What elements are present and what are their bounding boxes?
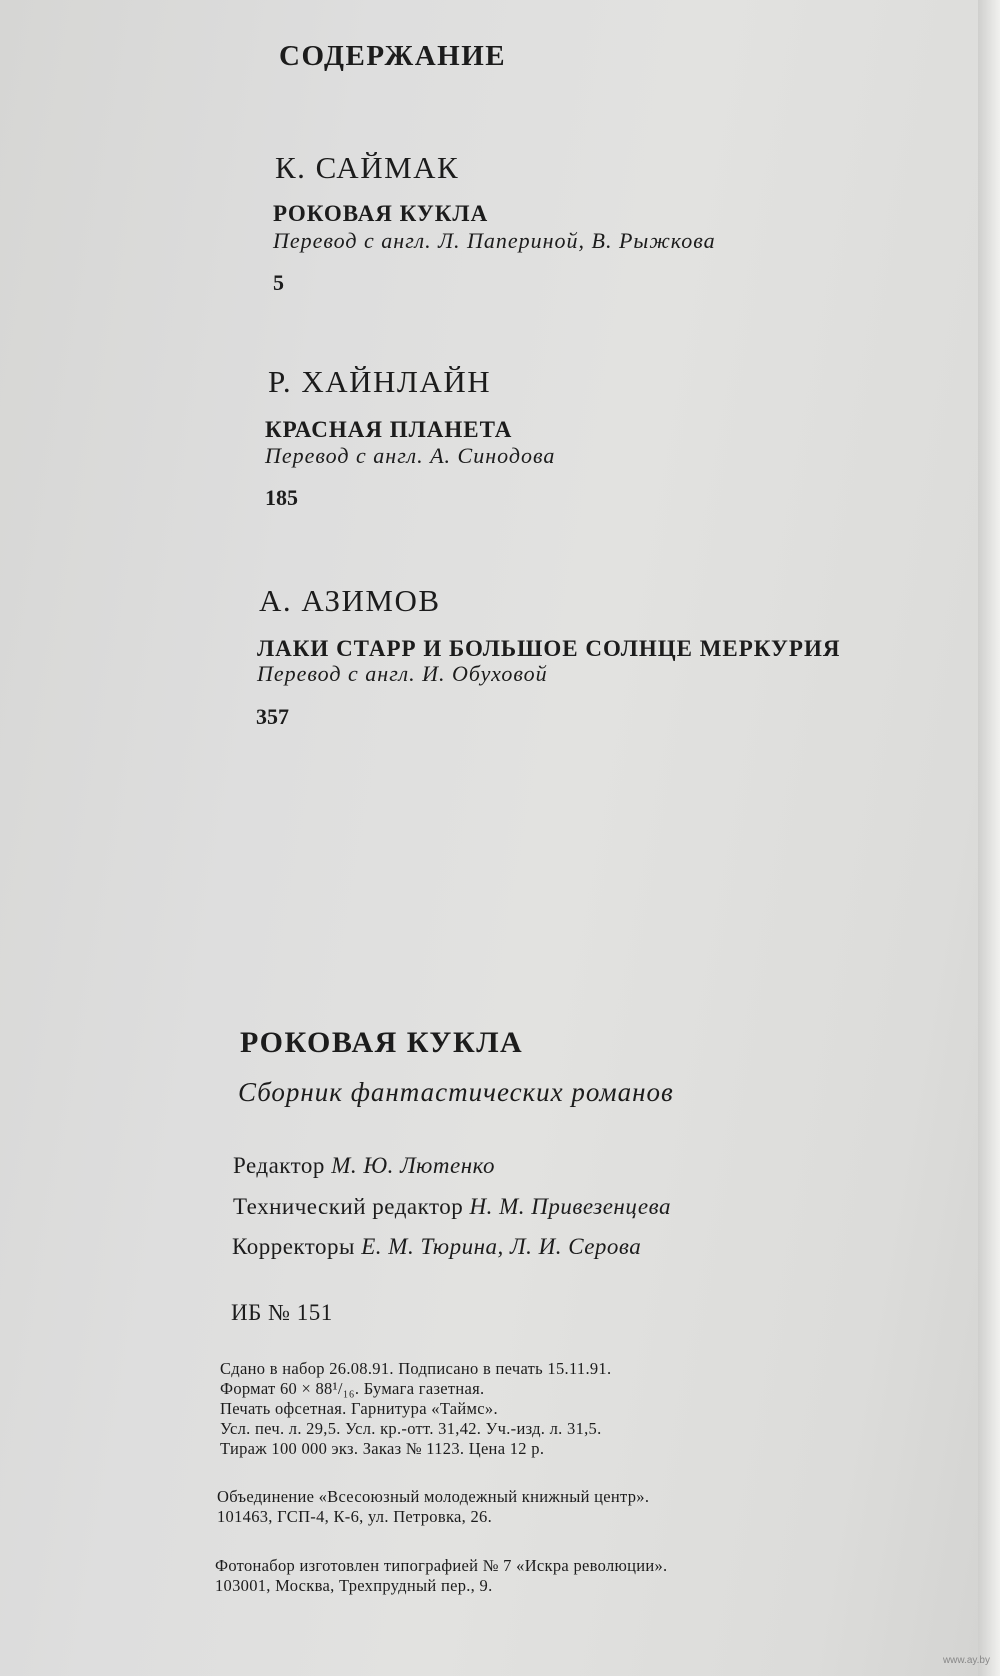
- typesetter-line: 103001, Москва, Трехпрудный пер., 9.: [215, 1576, 493, 1595]
- credit-names: М. Ю. Лютенко: [331, 1153, 495, 1178]
- book-subtitle: Сборник фантастических романов: [238, 1077, 674, 1107]
- book-title: РОКОВАЯ КУКЛА: [240, 1026, 524, 1059]
- toc-translation: Перевод с англ. А. Синодова: [265, 443, 556, 468]
- publisher-line: Объединение «Всесоюзный молодежный книжный центр».: [217, 1487, 650, 1506]
- toc-page-number: 185: [265, 485, 298, 510]
- credit-editor: [233, 1153, 495, 1179]
- credit-names: Е. М. Тюрина, Л. И. Серова: [361, 1234, 642, 1259]
- print-line: Сдано в набор 26.08.91. Подписано в печать 15.11.91.: [220, 1359, 612, 1378]
- toc-author: А. АЗИМОВ: [259, 583, 441, 618]
- toc-heading: СОДЕРЖАНИЕ: [279, 40, 507, 72]
- toc-translation: Перевод с англ. И. Обуховой: [257, 661, 548, 686]
- page-edge: [978, 0, 1000, 1676]
- ib-number: ИБ № 151: [231, 1300, 333, 1325]
- credit-role: Редактор: [233, 1153, 325, 1178]
- publisher-line: 101463, ГСП-4, К-6, ул. Петровка, 26.: [217, 1507, 493, 1526]
- toc-work-title: КРАСНАЯ ПЛАНЕТА: [265, 417, 513, 442]
- publisher-info: [217, 1487, 649, 1527]
- watermark: www.ay.by: [942, 1655, 990, 1666]
- credit-proofreaders: [232, 1234, 641, 1260]
- print-line: Формат 60 × 88¹/₁₆. Бумага газетная.: [220, 1379, 485, 1398]
- print-line: Печать офсетная. Гарнитура «Таймс».: [220, 1399, 498, 1418]
- toc-translation: Перевод с англ. Л. Папериной, В. Рыжкова: [273, 228, 716, 253]
- toc-author: К. САЙМАК: [275, 150, 460, 185]
- toc-work-title: РОКОВАЯ КУКЛА: [273, 201, 489, 226]
- toc-work-title: ЛАКИ СТАРР И БОЛЬШОЕ СОЛНЦЕ МЕРКУРИЯ: [257, 636, 841, 661]
- credit-role: Корректоры: [232, 1234, 355, 1259]
- toc-page-number: 5: [273, 270, 284, 295]
- typesetter-info: [215, 1556, 667, 1596]
- toc-page-number: 357: [256, 704, 289, 729]
- print-line: Тираж 100 000 экз. Заказ № 1123. Цена 12 р.: [220, 1439, 545, 1458]
- credit-tech-editor: [233, 1194, 671, 1220]
- credit-role: Технический редактор: [233, 1194, 464, 1219]
- typesetter-line: Фотонабор изготовлен типографией № 7 «Искра революции».: [215, 1556, 668, 1575]
- toc-author: Р. ХАЙНЛАЙН: [268, 364, 492, 399]
- print-line: Усл. печ. л. 29,5. Усл. кр.-отт. 31,42. Уч.-изд. л. 31,5.: [220, 1419, 602, 1438]
- credit-names: Н. М. Привезенцева: [469, 1194, 671, 1219]
- print-details: [220, 1359, 611, 1459]
